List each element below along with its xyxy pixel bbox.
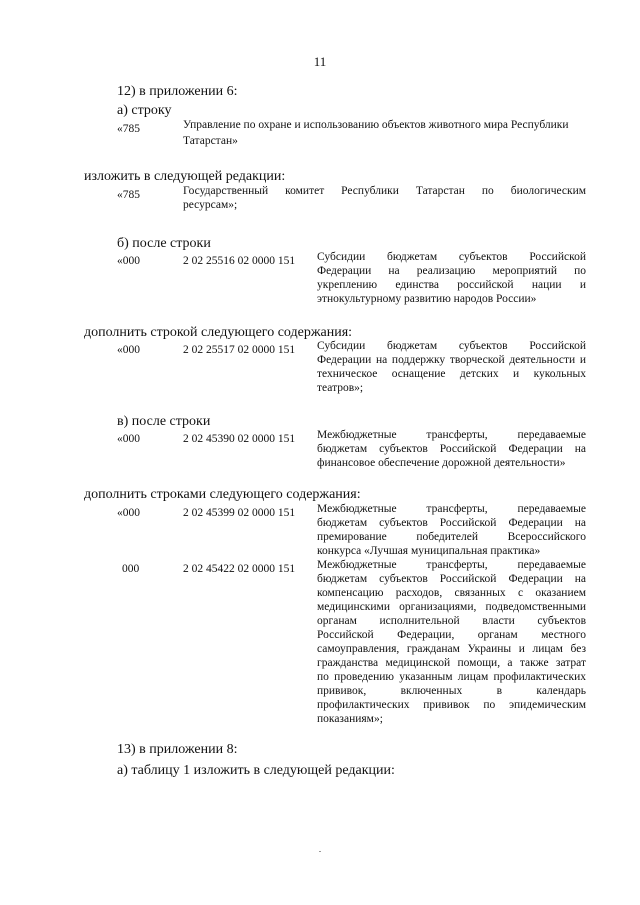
b-row-text [317, 250, 586, 306]
b-row-line-1: Субсидии бюджетам субъектов Российской [317, 251, 586, 263]
add-row2-line-6: Российской Федерации, органам местного [317, 629, 586, 641]
add-one-line-1: Субсидии бюджетам субъектов Российской [317, 340, 586, 352]
add-row2-code: 000 [122, 563, 140, 575]
page-number: 11 [313, 54, 327, 69]
new-row-text [183, 184, 586, 212]
add-one-line-2: Федерации на поддержку творческой деятельности и [317, 354, 586, 366]
add-one-row-kbk: 2 02 25517 02 0000 151 [183, 344, 296, 356]
item-12c-label: в) после строки [117, 414, 211, 429]
old-row-code: «785 [117, 123, 140, 135]
add-row2-text [317, 558, 586, 726]
add-row2-line-1: Межбюджетные трансферты, передаваемые [317, 559, 586, 571]
c-row-text [317, 428, 586, 470]
add-one-row-text [317, 339, 586, 395]
add-row2-line-8: гражданства медицинской помощи, а также затрат [317, 657, 586, 669]
add-row1-line-3: премирование победителей Всероссийского [317, 531, 586, 543]
add-row1-text [317, 502, 586, 558]
add-row1-line-4: конкурса «Лучшая муниципальная практика» [317, 545, 541, 557]
b-row-code: «000 [117, 255, 140, 267]
replace-label: изложить в следующей редакции: [84, 169, 286, 184]
add-one-row-code: «000 [117, 344, 140, 356]
item-12-title: 12) в приложении 6: [117, 84, 238, 99]
old-row-text-line-1: Управление по охране и использованию объектов животного мира Республики [183, 119, 569, 131]
item-13a-label: а) таблицу 1 изложить в следующей редакции: [117, 763, 395, 778]
add-row1-line-1: Межбюджетные трансферты, передаваемые [317, 503, 586, 515]
old-row-text-line-2: Татарстан» [183, 135, 238, 147]
add-one-line-3: техническое оснащение детских и кукольных [317, 368, 586, 380]
c-row-kbk: 2 02 45390 02 0000 151 [183, 433, 296, 445]
add-row1-kbk: 2 02 45399 02 0000 151 [183, 507, 296, 519]
add-row2-line-11: профилактических прививок по эпидемическим [317, 699, 586, 711]
add-row1-line-2: бюджетам субъектов Российской Федерации на [317, 517, 586, 529]
add-row2-line-9: по проведению указанным лицам профилактических [317, 671, 586, 683]
add-one-line-4: театров»; [317, 382, 364, 394]
add-row2-kbk: 2 02 45422 02 0000 151 [183, 563, 296, 575]
add-many-label: дополнить строками следующего содержания: [84, 487, 361, 502]
b-row-kbk: 2 02 25516 02 0000 151 [183, 255, 296, 267]
new-row-text-line-2: ресурсам»; [183, 199, 238, 211]
b-row-line-4: этнокультурному развитию народов России» [317, 293, 537, 305]
scan-speck [319, 851, 321, 852]
add-one-label: дополнить строкой следующего содержания: [84, 325, 353, 340]
add-row2-line-5: органам исполнительной власти субъектов [317, 615, 586, 627]
add-row2-line-12: показаниям»; [317, 713, 383, 725]
add-row2-line-7: самоуправления, гражданам Украины и лицам без [317, 643, 586, 655]
b-row-line-2: Федерации на реализацию мероприятий по [317, 265, 586, 277]
add-row1-code: «000 [117, 507, 140, 519]
item-13-title: 13) в приложении 8: [117, 742, 238, 757]
add-row2-line-2: бюджетам субъектов Российской Федерации на [317, 573, 586, 585]
c-row-line-2: бюджетам субъектов Российской Федерации на [317, 443, 586, 455]
add-row2-line-3: компенсацию расходов, связанных с оказанием [317, 587, 586, 599]
add-row2-line-10: прививок, включенных в календарь [317, 685, 586, 697]
new-row-code: «785 [117, 189, 140, 201]
add-row2-line-4: медицинскими организациями, подведомственными [317, 601, 586, 613]
c-row-line-3: финансовое обеспечение дорожной деятельности» [317, 457, 566, 469]
c-row-line-1: Межбюджетные трансферты, передаваемые [317, 429, 586, 441]
new-row-text-line-1: Государственный комитет Республики Татарстан по биологическим [183, 185, 586, 197]
item-12a-label: а) строку [117, 103, 172, 118]
item-12b-label: б) после строки [117, 236, 211, 251]
c-row-code: «000 [117, 433, 140, 445]
b-row-line-3: укреплению единства российской нации и [317, 279, 586, 291]
